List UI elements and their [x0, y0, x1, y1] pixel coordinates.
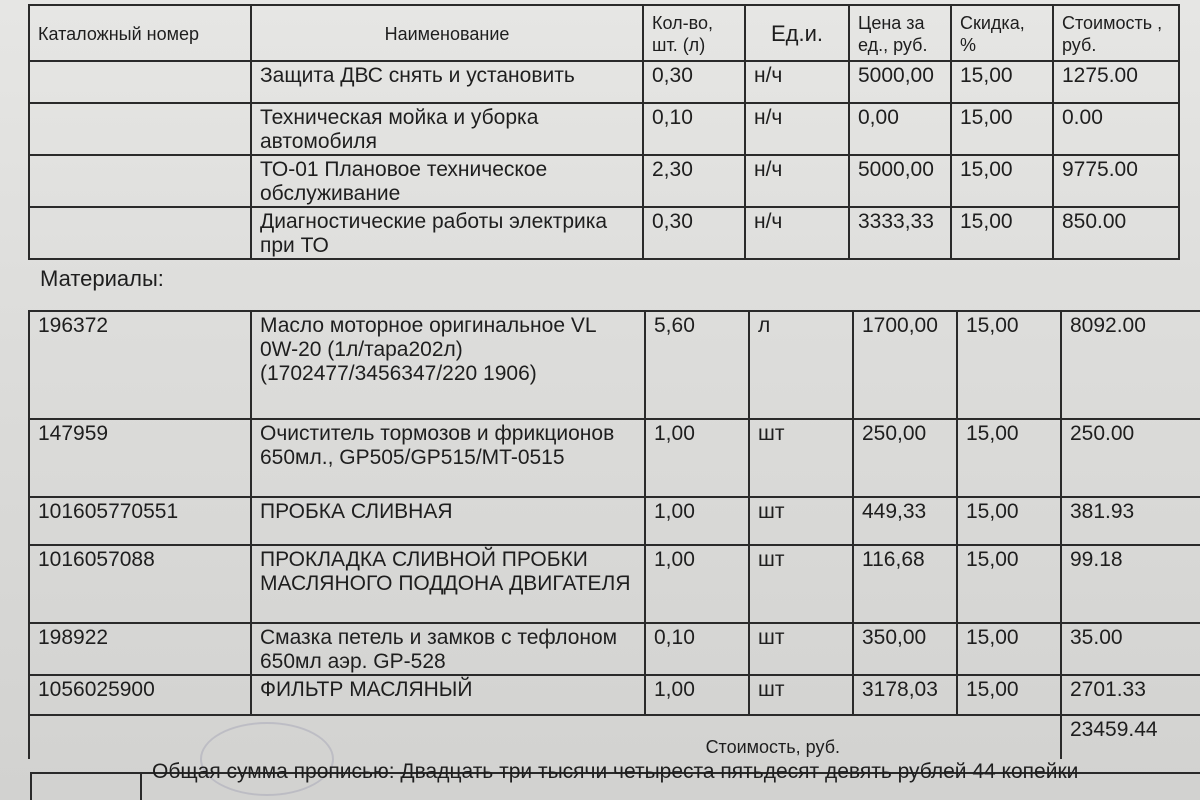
material-name: ПРОБКА СЛИВНАЯ: [251, 497, 645, 545]
work-price: 3333,33: [849, 207, 951, 259]
material-row: [29, 675, 1200, 715]
material-row: [29, 311, 1200, 419]
work-name: Защита ДВС снять и установить: [251, 61, 643, 103]
material-unit: шт: [749, 497, 853, 545]
header-unit: Ед.и.: [745, 5, 849, 61]
work-row: [29, 207, 1179, 259]
material-catalog: 147959: [29, 419, 251, 497]
work-row: [29, 155, 1179, 207]
work-name: Диагностические работы электрика при ТО: [251, 207, 643, 259]
material-name: Смазка петель и замков с тефлоном 650мл аэр. GP-528: [251, 623, 645, 675]
work-cost: 9775.00: [1053, 155, 1179, 207]
material-unit: л: [749, 311, 853, 419]
material-cost: 250.00: [1061, 419, 1200, 497]
sum-in-words: Общая сумма прописью: Двадцать три тысячи четыреста пятьдесят девять рублей 44 копейки: [152, 760, 1079, 783]
materials-table: [28, 310, 1200, 759]
material-catalog: 1016057088: [29, 545, 251, 623]
material-name: Очиститель тормозов и фрикционов 650мл., GP505/GP515/MT-0515: [251, 419, 645, 497]
material-unit: шт: [749, 419, 853, 497]
work-name: Техническая мойка и уборка автомобиля: [251, 103, 643, 155]
header-price: Цена за ед., руб.: [849, 5, 951, 61]
material-catalog: 198922: [29, 623, 251, 675]
work-discount: 15,00: [951, 155, 1053, 207]
material-price: 350,00: [853, 623, 957, 675]
work-price: 5000,00: [849, 155, 951, 207]
work-cost: 850.00: [1053, 207, 1179, 259]
material-qty: 5,60: [645, 311, 749, 419]
material-unit: шт: [749, 545, 853, 623]
material-catalog: 1056025900: [29, 675, 251, 715]
material-price: 250,00: [853, 419, 957, 497]
work-row: [29, 103, 1179, 155]
work-price: 5000,00: [849, 61, 951, 103]
header-catalog: Каталожный номер: [29, 5, 251, 61]
total-row: [29, 715, 1200, 759]
material-name: Масло моторное оригинальное VL 0W-20 (1л/тара202л)(1702477/3456347/220 1906): [251, 311, 645, 419]
material-discount: 15,00: [957, 623, 1061, 675]
material-unit: шт: [749, 675, 853, 715]
header-name: Наименование: [251, 5, 643, 61]
works-table: [28, 4, 1180, 260]
work-catalog: [29, 155, 251, 207]
work-catalog: [29, 103, 251, 155]
material-cost: 99.18: [1061, 545, 1200, 623]
work-cost: 0.00: [1053, 103, 1179, 155]
material-qty: 1,00: [645, 675, 749, 715]
material-row: [29, 545, 1200, 623]
work-unit: н/ч: [745, 61, 849, 103]
header-cost: Стоимость , руб.: [1053, 5, 1179, 61]
materials-title: Материалы:: [40, 266, 164, 291]
material-cost: 381.93: [1061, 497, 1200, 545]
work-catalog: [29, 207, 251, 259]
material-qty: 1,00: [645, 497, 749, 545]
work-unit: н/ч: [745, 155, 849, 207]
material-discount: 15,00: [957, 545, 1061, 623]
header-qty: Кол-во, шт. (л): [643, 5, 745, 61]
work-catalog: [29, 61, 251, 103]
total-value: 23459.44: [1061, 715, 1200, 759]
work-row: [29, 61, 1179, 103]
work-cost: 1275.00: [1053, 61, 1179, 103]
material-catalog: 101605770551: [29, 497, 251, 545]
material-discount: 15,00: [957, 497, 1061, 545]
work-price: 0,00: [849, 103, 951, 155]
work-qty: 2,30: [643, 155, 745, 207]
material-discount: 15,00: [957, 311, 1061, 419]
material-cost: 2701.33: [1061, 675, 1200, 715]
material-unit: шт: [749, 623, 853, 675]
material-discount: 15,00: [957, 675, 1061, 715]
material-row: [29, 419, 1200, 497]
material-price: 3178,03: [853, 675, 957, 715]
total-label: Стоимость, руб.: [29, 715, 1061, 759]
work-qty: 0,30: [643, 207, 745, 259]
material-row: [29, 623, 1200, 675]
material-name: ФИЛЬТР МАСЛЯНЫЙ: [251, 675, 645, 715]
material-price: 449,33: [853, 497, 957, 545]
material-cost: 35.00: [1061, 623, 1200, 675]
work-discount: 15,00: [951, 61, 1053, 103]
material-price: 116,68: [853, 545, 957, 623]
work-unit: н/ч: [745, 103, 849, 155]
material-qty: 1,00: [645, 545, 749, 623]
work-discount: 15,00: [951, 207, 1053, 259]
work-unit: н/ч: [745, 207, 849, 259]
material-catalog: 196372: [29, 311, 251, 419]
work-qty: 0,30: [643, 61, 745, 103]
material-qty: 1,00: [645, 419, 749, 497]
material-row: [29, 497, 1200, 545]
works-header-row: [29, 5, 1179, 61]
material-discount: 15,00: [957, 419, 1061, 497]
header-discount: Скидка, %: [951, 5, 1053, 61]
material-price: 1700,00: [853, 311, 957, 419]
work-discount: 15,00: [951, 103, 1053, 155]
material-name: ПРОКЛАДКА СЛИВНОЙ ПРОБКИ МАСЛЯНОГО ПОДДОНА ДВИГАТЕЛЯ: [251, 545, 645, 623]
work-qty: 0,10: [643, 103, 745, 155]
material-qty: 0,10: [645, 623, 749, 675]
work-name: ТО-01 Плановое техническое обслуживание: [251, 155, 643, 207]
material-cost: 8092.00: [1061, 311, 1200, 419]
